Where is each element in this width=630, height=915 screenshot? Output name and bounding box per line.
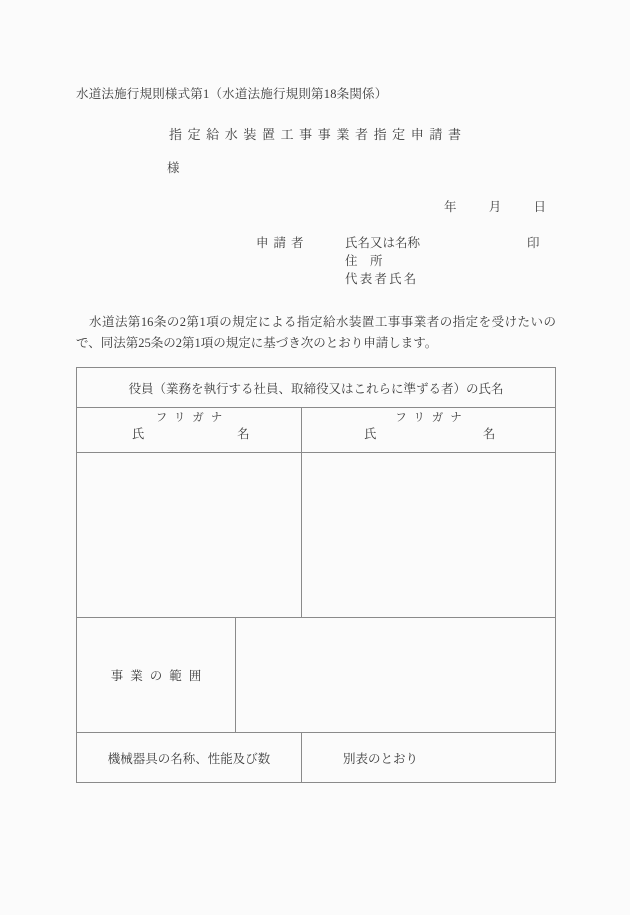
furigana-cell-right (302, 408, 556, 453)
furigana-cell-left (77, 408, 302, 453)
givenname-label-left: 名 (237, 427, 250, 441)
applicant-address-label: 住 所 (345, 254, 383, 268)
table-row-equipment (77, 733, 556, 783)
date-month-label: 月 (488, 200, 502, 214)
officer-name-input-left[interactable] (77, 453, 302, 618)
date-year-label: 年 (444, 200, 457, 214)
request-paragraph: 水道法第16条の2第1項の規定による指定給水装置工事事業者の指定を受けたいので、同法第25条の2第1項の規定に基づき次のとおり申請します。 (76, 315, 556, 350)
officer-name-input-right[interactable] (302, 453, 556, 618)
table-row-officer-names (77, 453, 556, 618)
table-row-furigana (77, 408, 556, 453)
table-row-scope (77, 618, 556, 733)
form-number: 水道法施行規則様式第1（水道法施行規則第18条関係） (76, 87, 388, 101)
surname-label-left: 氏 (131, 427, 145, 441)
seal-label: 印 (527, 236, 540, 250)
equipment-value-cell: 別表のとおり (302, 733, 556, 783)
table-row-officers-header (77, 368, 556, 408)
equipment-label-cell: 機械器具の名称、性能及び数 (77, 733, 302, 783)
scope-value-input[interactable] (236, 618, 556, 733)
date-line (444, 197, 546, 215)
surname-label-right: 氏 (363, 427, 377, 441)
date-day-label: 日 (533, 200, 547, 214)
document-title: 指定給水装置工事事業者指定申請書 (168, 127, 467, 142)
addressee-honorific: 様 (167, 161, 180, 175)
furigana-label-right: フリガナ (395, 412, 469, 424)
furigana-label-left: フリガナ (155, 412, 230, 424)
scope-label-cell: 事業の範囲 (77, 618, 236, 733)
name-labels-left (77, 426, 301, 443)
application-table (76, 367, 556, 783)
applicant-name-label: 氏名又は名称 (345, 236, 421, 250)
givenname-label-right: 名 (482, 427, 496, 441)
applicant-representative-label: 代表者氏名 (345, 272, 419, 286)
applicant-label: 申請者 (256, 236, 309, 250)
name-labels-right (302, 426, 555, 443)
officers-header-cell: 役員（業務を執行する社員、取締役又はこれらに準ずる者）の氏名 (77, 368, 556, 408)
